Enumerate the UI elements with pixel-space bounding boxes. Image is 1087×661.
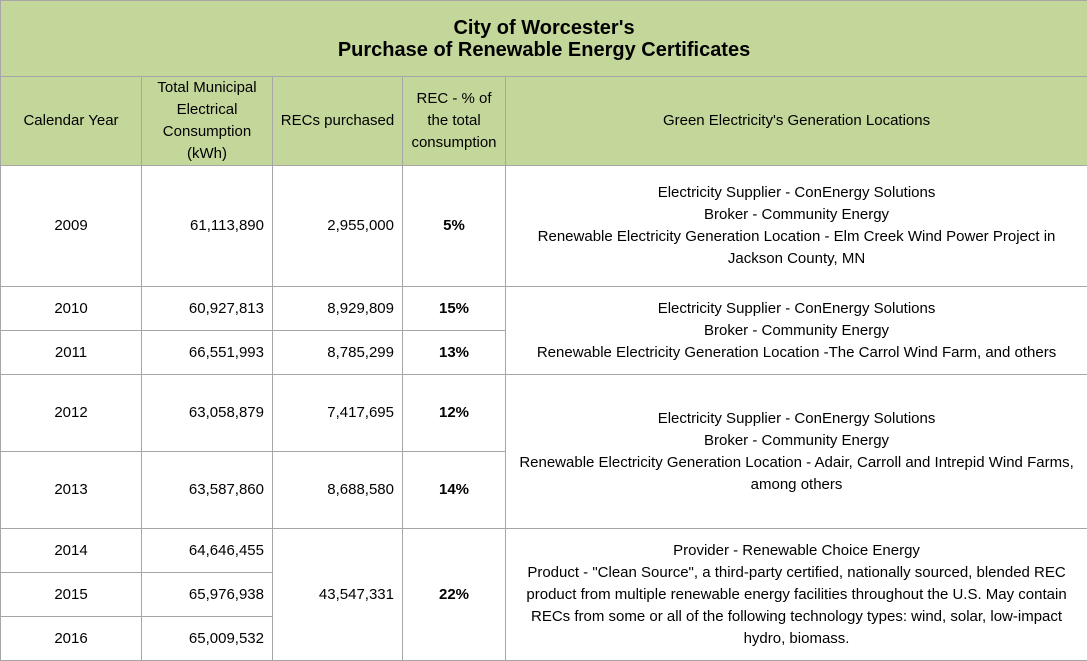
year-cell: 2016 bbox=[1, 617, 142, 661]
location-line: Renewable Electricity Generation Location -The Carrol Wind Farm, and others bbox=[536, 343, 1057, 361]
recs-cell: 8,929,809 bbox=[273, 287, 403, 331]
title-line-2: Purchase of Renewable Energy Certificates bbox=[337, 38, 751, 61]
table-row bbox=[1, 375, 1087, 452]
percent-cell: 14% bbox=[403, 452, 506, 529]
consumption-cell: 63,587,860 bbox=[142, 452, 273, 529]
header-rec-percent: REC - % of the total consumption bbox=[403, 77, 506, 166]
consumption-cell: 60,927,813 bbox=[142, 287, 273, 331]
consumption-cell: 65,009,532 bbox=[142, 617, 273, 661]
table-row bbox=[1, 529, 1087, 573]
percent-cell: 5% bbox=[403, 166, 506, 287]
title-row bbox=[1, 1, 1087, 77]
table-row bbox=[1, 287, 1087, 331]
header-row bbox=[1, 77, 1087, 166]
recs-cell-2014-2016: 43,547,331 bbox=[273, 529, 403, 661]
location-line: Broker - Community Energy bbox=[704, 321, 890, 339]
location-line: Electricity Supplier - ConEnergy Solutions bbox=[657, 409, 936, 427]
location-line: Renewable Electricity Generation Location - Elm Creek Wind Power Project in Jackson County, MN bbox=[537, 228, 1056, 267]
location-line: Electricity Supplier - ConEnergy Solutions bbox=[657, 299, 936, 317]
locations-cell-2014-2016 bbox=[506, 529, 1087, 661]
year-cell: 2012 bbox=[1, 375, 142, 452]
location-line: Product - "Clean Source", a third-party certified, nationally sourced, blended REC product from multiple renewable energy facilities throughout the U.S. May contain RECs from some or all of the following technology types: wind, solar, low-impact hydro, biomass. bbox=[526, 563, 1067, 647]
title-line-1: City of Worcester's bbox=[453, 16, 635, 39]
header-calendar-year: Calendar Year bbox=[1, 77, 142, 166]
percent-cell: 15% bbox=[403, 287, 506, 331]
locations-cell-2010-2011 bbox=[506, 287, 1087, 375]
year-cell: 2014 bbox=[1, 529, 142, 573]
percent-cell-2014-2016: 22% bbox=[403, 529, 506, 661]
consumption-cell: 63,058,879 bbox=[142, 375, 273, 452]
recs-cell: 8,785,299 bbox=[273, 331, 403, 375]
year-cell: 2015 bbox=[1, 573, 142, 617]
percent-cell: 13% bbox=[403, 331, 506, 375]
header-generation-locations: Green Electricity's Generation Locations bbox=[506, 77, 1087, 166]
locations-cell-2009 bbox=[506, 166, 1087, 287]
location-line: Electricity Supplier - ConEnergy Solutions bbox=[657, 184, 936, 201]
consumption-cell: 65,976,938 bbox=[142, 573, 273, 617]
consumption-cell: 66,551,993 bbox=[142, 331, 273, 375]
year-cell: 2010 bbox=[1, 287, 142, 331]
consumption-cell: 61,113,890 bbox=[142, 166, 273, 287]
table-title bbox=[1, 1, 1087, 77]
header-recs-purchased: RECs purchased bbox=[273, 77, 403, 166]
table-row bbox=[1, 166, 1087, 287]
location-line: Broker - Community Energy bbox=[704, 206, 890, 223]
year-cell: 2009 bbox=[1, 166, 142, 287]
location-line: Renewable Electricity Generation Location - Adair, Carroll and Intrepid Wind Farms, among others bbox=[519, 453, 1074, 493]
year-cell: 2013 bbox=[1, 452, 142, 529]
consumption-cell: 64,646,455 bbox=[142, 529, 273, 573]
location-line: Provider - Renewable Choice Energy bbox=[673, 541, 920, 559]
locations-cell-2012-2013 bbox=[506, 375, 1087, 529]
recs-cell: 8,688,580 bbox=[273, 452, 403, 529]
recs-cell: 7,417,695 bbox=[273, 375, 403, 452]
recs-cell: 2,955,000 bbox=[273, 166, 403, 287]
header-consumption: Total Municipal Electrical Consumption (kWh) bbox=[142, 77, 273, 166]
year-cell: 2011 bbox=[1, 331, 142, 375]
location-line: Broker - Community Energy bbox=[704, 431, 890, 449]
percent-cell: 12% bbox=[403, 375, 506, 452]
